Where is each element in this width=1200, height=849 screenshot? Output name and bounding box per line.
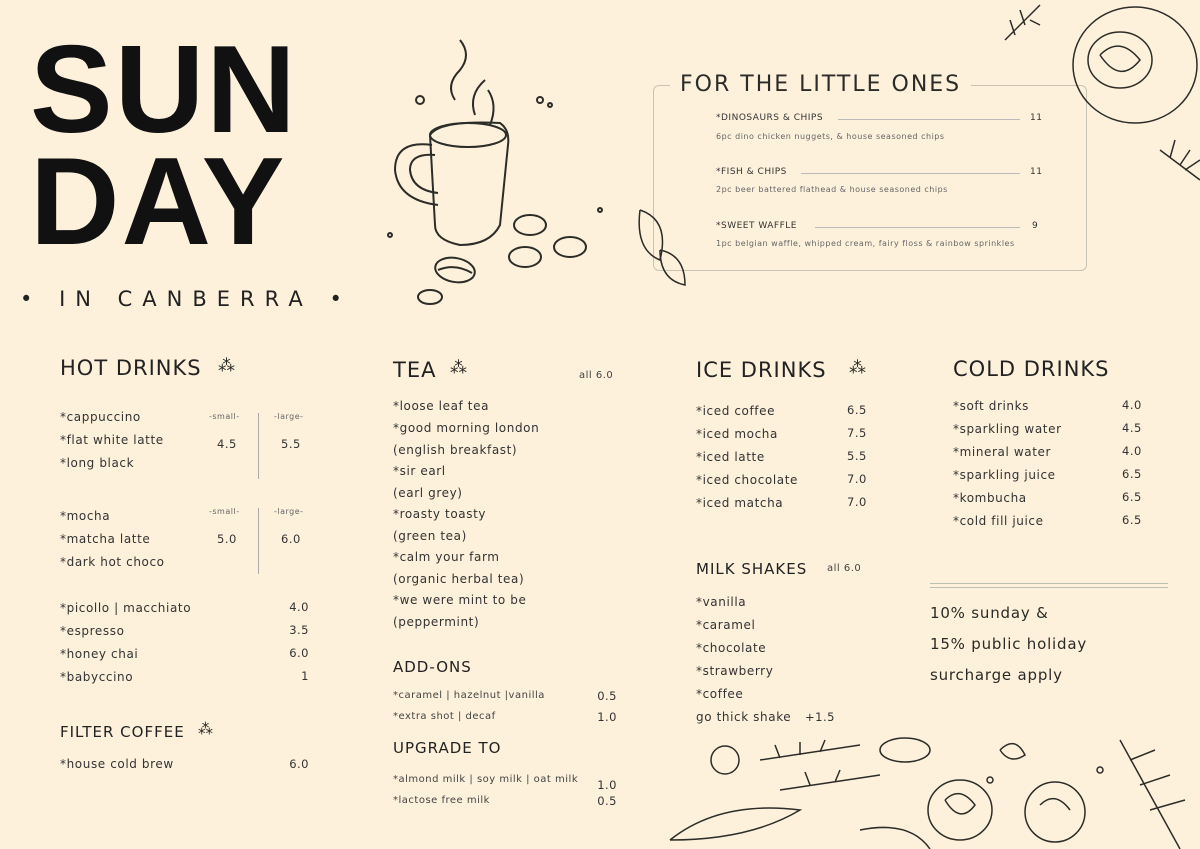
price: 4.5	[1122, 421, 1142, 435]
menu-item: (earl grey)	[393, 486, 463, 500]
surcharge-line: 15% public holiday	[930, 635, 1088, 653]
menu-item: *sparkling water	[953, 422, 1062, 436]
ice-drinks-title: ICE DRINKS	[696, 358, 827, 382]
menu-item: *caramel | hazelnut |vanilla	[393, 690, 545, 701]
menu-item: *matcha latte	[60, 532, 151, 546]
milk-shakes-note: all 6.0	[827, 563, 862, 574]
little-item-name: *FISH & CHIPS	[716, 167, 787, 177]
menu-item: (peppermint)	[393, 615, 480, 629]
menu-item: *mocha	[60, 509, 111, 523]
menu-item: *loose leaf tea	[393, 399, 490, 413]
menu-item: *chocolate	[696, 641, 767, 655]
menu-item: *picollo | macchiato	[60, 601, 192, 615]
menu-item: *babyccino	[60, 670, 134, 684]
coffee-beans-icon: ⁂	[218, 356, 235, 376]
menu-item: *we were mint to be	[393, 593, 527, 607]
price: 4.0	[289, 600, 309, 614]
hot-drinks-title: HOT DRINKS	[60, 356, 202, 380]
menu-item: (green tea)	[393, 529, 467, 543]
menu-item: *strawberry	[696, 664, 774, 678]
menu-item: *kombucha	[953, 491, 1027, 505]
menu-item: *roasty toasty	[393, 507, 487, 521]
menu-item: *iced mocha	[696, 427, 778, 441]
menu-item: *house cold brew	[60, 757, 174, 771]
little-item-price: 11	[1030, 167, 1043, 177]
coffee-beans-icon: ⁂	[849, 358, 866, 378]
price: 6.0	[289, 757, 309, 771]
brand-day: DAY	[30, 133, 287, 271]
menu-item: *cold fill juice	[953, 514, 1044, 528]
price: 4.0	[1122, 444, 1142, 458]
small-label: -small-	[209, 412, 240, 421]
brand-sun: SUN	[30, 21, 298, 159]
menu-item: *iced matcha	[696, 496, 784, 510]
coffee-cup-illustration	[380, 35, 630, 315]
large-label: -large-	[274, 412, 304, 421]
cold-drinks-title: COLD DRINKS	[953, 357, 1110, 381]
little-item-desc: 1pc belgian waffle, whipped cream, fairy floss & rainbow sprinkles	[716, 239, 1015, 248]
price: 1	[301, 669, 309, 683]
basil-leaf-icon	[630, 200, 690, 290]
tea-title: TEA	[393, 358, 437, 382]
price: 1.0	[597, 778, 617, 792]
menu-item: *iced latte	[696, 450, 765, 464]
add-ons-title: ADD-ONS	[393, 658, 472, 676]
little-item-desc: 6pc dino chicken nuggets, & house seasoned chips	[716, 132, 945, 141]
price: 0.5	[597, 689, 617, 703]
menu-item: *coffee	[696, 687, 744, 701]
menu-item: *dark hot choco	[60, 555, 165, 569]
price: 4.0	[1122, 398, 1142, 412]
surcharge-line: 10% sunday &	[930, 604, 1049, 622]
menu-item: *soft drinks	[953, 399, 1030, 413]
coffee-beans-icon: ⁂	[450, 358, 467, 378]
menu-item: go thick shake	[696, 710, 792, 724]
menu-item: *vanilla	[696, 595, 747, 609]
divider	[930, 583, 1168, 584]
little-item-price: 9	[1032, 221, 1039, 231]
price: 6.5	[847, 403, 867, 417]
large-label: -large-	[274, 507, 304, 516]
menu-item: *caramel	[696, 618, 756, 632]
menu-item: *calm your farm	[393, 550, 500, 564]
coffee-beans-icon: ⁂	[198, 720, 213, 738]
little-item-name: *SWEET WAFFLE	[716, 221, 797, 231]
price: 6.5	[1122, 513, 1142, 527]
menu-item: *flat white latte	[60, 433, 164, 447]
price: 6.5	[1122, 467, 1142, 481]
menu-item: *almond milk | soy milk | oat milk	[393, 774, 579, 785]
menu-item: *sir earl	[393, 464, 446, 478]
menu-item: *iced coffee	[696, 404, 776, 418]
little-ones-title: FOR THE LITTLE ONES	[670, 74, 971, 96]
price: 3.5	[289, 623, 309, 637]
milk-shakes-title: MILK SHAKES	[696, 560, 808, 578]
price: +1.5	[805, 710, 835, 724]
price: 5.5	[847, 449, 867, 463]
tomato-illustration	[1000, 0, 1200, 190]
tea-note: all 6.0	[579, 370, 614, 381]
menu-item: *extra shot | decaf	[393, 711, 496, 722]
upgrade-title: UPGRADE TO	[393, 739, 502, 757]
little-item-name: *DINOSAURS & CHIPS	[716, 113, 824, 123]
little-item-price: 11	[1030, 113, 1043, 123]
menu-item: *iced chocolate	[696, 473, 799, 487]
menu-item: *sparkling juice	[953, 468, 1056, 482]
menu-item: *long black	[60, 456, 135, 470]
large-price: 5.5	[281, 437, 301, 451]
large-price: 6.0	[281, 532, 301, 546]
small-price: 5.0	[217, 532, 237, 546]
surcharge-line: surcharge apply	[930, 666, 1063, 684]
menu-item: *mineral water	[953, 445, 1052, 459]
menu-item: *cappuccino	[60, 410, 141, 424]
menu-item: (english breakfast)	[393, 443, 518, 457]
price: 1.0	[597, 710, 617, 724]
price: 6.0	[289, 646, 309, 660]
vegetables-illustration	[660, 730, 1200, 849]
price: 0.5	[597, 794, 617, 808]
price: 7.0	[847, 495, 867, 509]
little-item-desc: 2pc beer battered flathead & house seasoned chips	[716, 185, 948, 194]
tagline-text: IN CANBERRA	[59, 287, 313, 311]
menu-item: *lactose free milk	[393, 795, 490, 806]
price: 7.5	[847, 426, 867, 440]
small-label: -small-	[209, 507, 240, 516]
tagline: • IN CANBERRA •	[20, 287, 352, 311]
menu-item: *honey chai	[60, 647, 139, 661]
menu-item: (organic herbal tea)	[393, 572, 525, 586]
filter-coffee-title: FILTER COFFEE	[60, 723, 185, 741]
small-price: 4.5	[217, 437, 237, 451]
price: 6.5	[1122, 490, 1142, 504]
divider	[930, 587, 1168, 588]
menu-item: *good morning london	[393, 421, 540, 435]
price: 7.0	[847, 472, 867, 486]
menu-item: *espresso	[60, 624, 125, 638]
